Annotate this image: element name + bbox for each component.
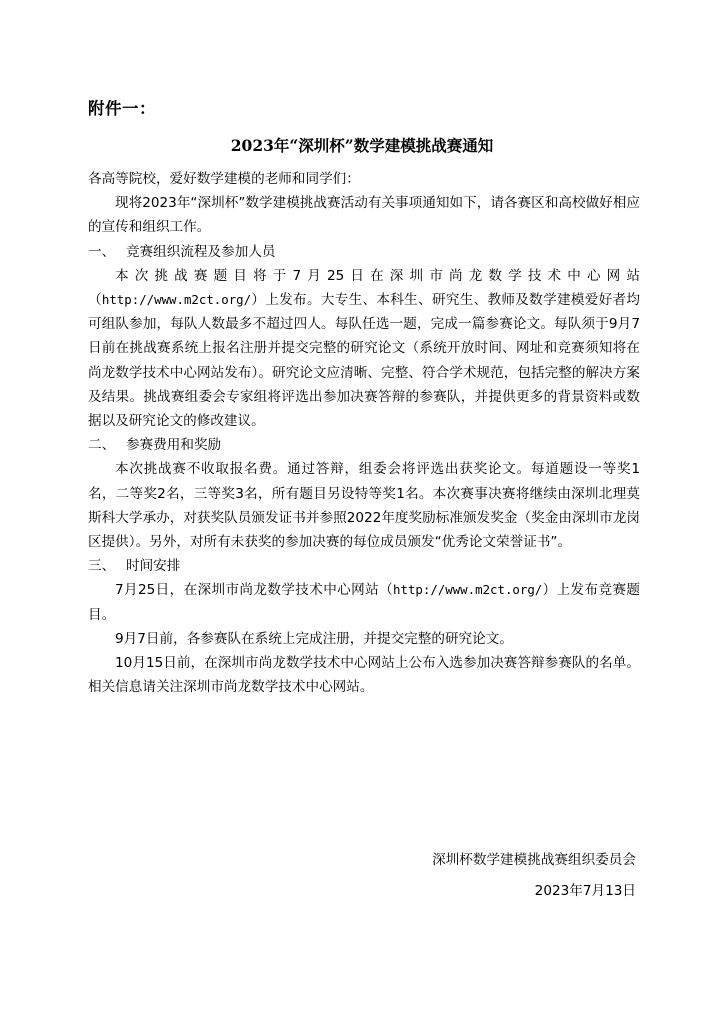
- section-1-paragraph: [88, 264, 640, 433]
- section-3-paragraph-3: 10月15日前，在深圳市尚龙数学技术中心网站上公布入选参加决赛答辩参赛队的名单。相关信息请关注深圳市尚龙数学技术中心网站。: [88, 655, 640, 696]
- section-1-number: 一、: [88, 243, 116, 260]
- section-1-title: 竞赛组织流程及参加人员: [126, 243, 276, 260]
- section-3-number: 三、: [88, 558, 116, 575]
- section-3-title: 时间安排: [126, 558, 181, 575]
- intro-paragraph: 现将2023年“深圳杯”数学建模挑战赛活动有关事项通知如下，请各赛区和高校做好相应的宣传和组织工作。: [88, 195, 640, 236]
- attachment-label: 附件一：: [88, 99, 156, 118]
- greeting: 各高等院校，爱好数学建模的老师和同学们：: [88, 171, 360, 187]
- document-body: [88, 167, 640, 699]
- section-2-paragraph: 本次挑战赛不收取报名费。通过答辩，组委会将评选出获奖论文。每道题设一等奖1名，二等奖2名，三等奖3名，所有题目另设特等奖1名。本次赛事决赛将继续由深圳北理莫斯科大学承办，对获奖队员颁发证书并参照2022年度奖励标准颁发奖金（奖金由深圳市龙岗区提供）。另外，对所有未获奖的参加决赛的每位成员颁发“优秀论文荣誉证书”。: [88, 461, 640, 551]
- section-3-heading: [88, 554, 640, 578]
- section-2-heading: [88, 433, 640, 457]
- section-3-text-a: 7月25日，在深圳市尚龙数学技术中心网站（: [115, 582, 394, 599]
- section-3-paragraph-1: [88, 578, 640, 626]
- section-3-url: http://www.m2ct.org/: [393, 582, 543, 598]
- document-title: 2023年“深圳杯”数学建模挑战赛通知: [230, 136, 494, 155]
- signature-organization: 深圳杯数学建模挑战赛组织委员会: [432, 852, 636, 868]
- section-2-number: 二、: [88, 437, 116, 454]
- section-1-heading: [88, 240, 640, 264]
- section-1-text-b: ）上发布。大专生、本科生、研究生、教师及数学建模爱好者均可组队参加，每队人数最多不超过四人。每队任选一题，完成一篇参赛论文。每队须于9月7日前在挑战赛系统上报名注册并提交完整的研究论文（系统开放时间、网址和竞赛须知将在尚龙数学技术中心网站发布）。研究论文应清晰、完整、符合学术规范，包括完整的解决方案及结果。挑战赛组委会专家组将评选出参加决赛答辩的参赛队，并提供更多的背景资料或数据以及研究论文的修改建议。: [88, 292, 640, 430]
- section-2-title: 参赛费用和奖励: [126, 437, 222, 454]
- section-1-url: http://www.m2ct.org/: [101, 292, 252, 308]
- signature-date: 2023年7月13日: [534, 883, 636, 899]
- section-3-text-b: ）上发布竞赛题目。: [88, 582, 640, 623]
- section-3-paragraph-2: 9月7日前，各参赛队在系统上完成注册，并提交完整的研究论文。: [115, 630, 513, 647]
- section-1-text-a: 本次挑战赛题目将于7月25日在深圳市尚龙数学技术中心网站（: [88, 267, 640, 309]
